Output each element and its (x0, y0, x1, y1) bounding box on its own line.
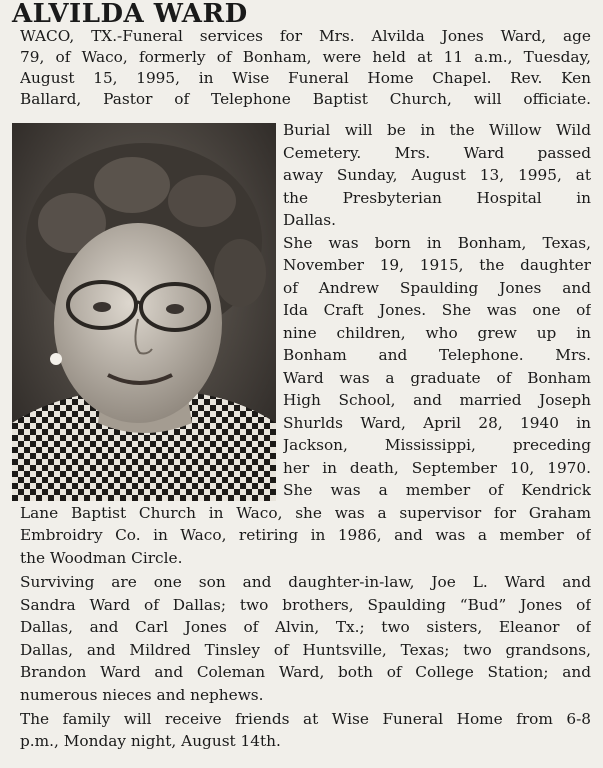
text-line: She was a member of Kendrick (283, 481, 591, 499)
text-line: Surviving are one son and daughter-in-law, Joe L. Ward and (20, 573, 591, 591)
text-line: Embroidry Co. in Waco, retiring in 1986, and was a member of (20, 526, 591, 544)
text-line: Dallas. (283, 211, 337, 229)
text-line: November 19, 1915, the daughter (283, 256, 591, 274)
text-line: Burial will be in the Willow Wild (283, 121, 591, 139)
text-line: away Sunday, August 13, 1995, at (283, 166, 591, 184)
text-line: the Woodman Circle. (20, 549, 183, 567)
text-line: nine children, who grew up in (283, 324, 591, 342)
text-line: She was born in Bonham, Texas, (283, 234, 591, 252)
text-line: 79, of Waco, formerly of Bonham, were held at 11 a.m., Tuesday, (20, 48, 591, 66)
text-line: Bonham and Telephone. Mrs. (283, 346, 591, 364)
text-line: of Andrew Spaulding Jones and (283, 279, 591, 297)
text-line: Ballard, Pastor of Telephone Baptist Church, will officiate. (20, 90, 591, 108)
text-line: Ward was a graduate of Bonham (283, 369, 591, 387)
text-line: WACO, TX.-Funeral services for Mrs. Alvilda Jones Ward, age (20, 27, 591, 45)
text-line: High School, and married Joseph (283, 391, 591, 409)
text-line: August 15, 1995, in Wise Funeral Home Chapel. Rev. Ken (20, 69, 591, 87)
text-line: Dallas, and Carl Jones of Alvin, Tx.; two sisters, Eleanor of (20, 618, 591, 636)
text-line: Sandra Ward of Dallas; two brothers, Spaulding “Bud” Jones of (20, 596, 591, 614)
portrait-image (12, 123, 276, 501)
text-line: numerous nieces and nephews. (20, 686, 264, 704)
headline: ALVILDA WARD (12, 0, 248, 29)
text-line: The family will receive friends at Wise Funeral Home from 6-8 (20, 710, 591, 728)
text-line: Dallas, and Mildred Tinsley of Huntsville, Texas; two grandsons, (20, 641, 591, 659)
text-line: the Presbyterian Hospital in (283, 189, 591, 207)
text-line: p.m., Monday night, August 14th. (20, 732, 281, 750)
text-line: Jackson, Mississippi, preceding (283, 436, 591, 454)
text-line: Brandon Ward and Coleman Ward, both of College Station; and (20, 663, 591, 681)
text-line: Lane Baptist Church in Waco, she was a supervisor for Graham (20, 504, 591, 522)
text-line: Cemetery. Mrs. Ward passed (283, 144, 591, 162)
text-line: her in death, September 10, 1970. (283, 459, 591, 477)
text-line: Ida Craft Jones. She was one of (283, 301, 591, 319)
portrait-photo (12, 123, 276, 501)
text-line: Shurlds Ward, April 28, 1940 in (283, 414, 591, 432)
